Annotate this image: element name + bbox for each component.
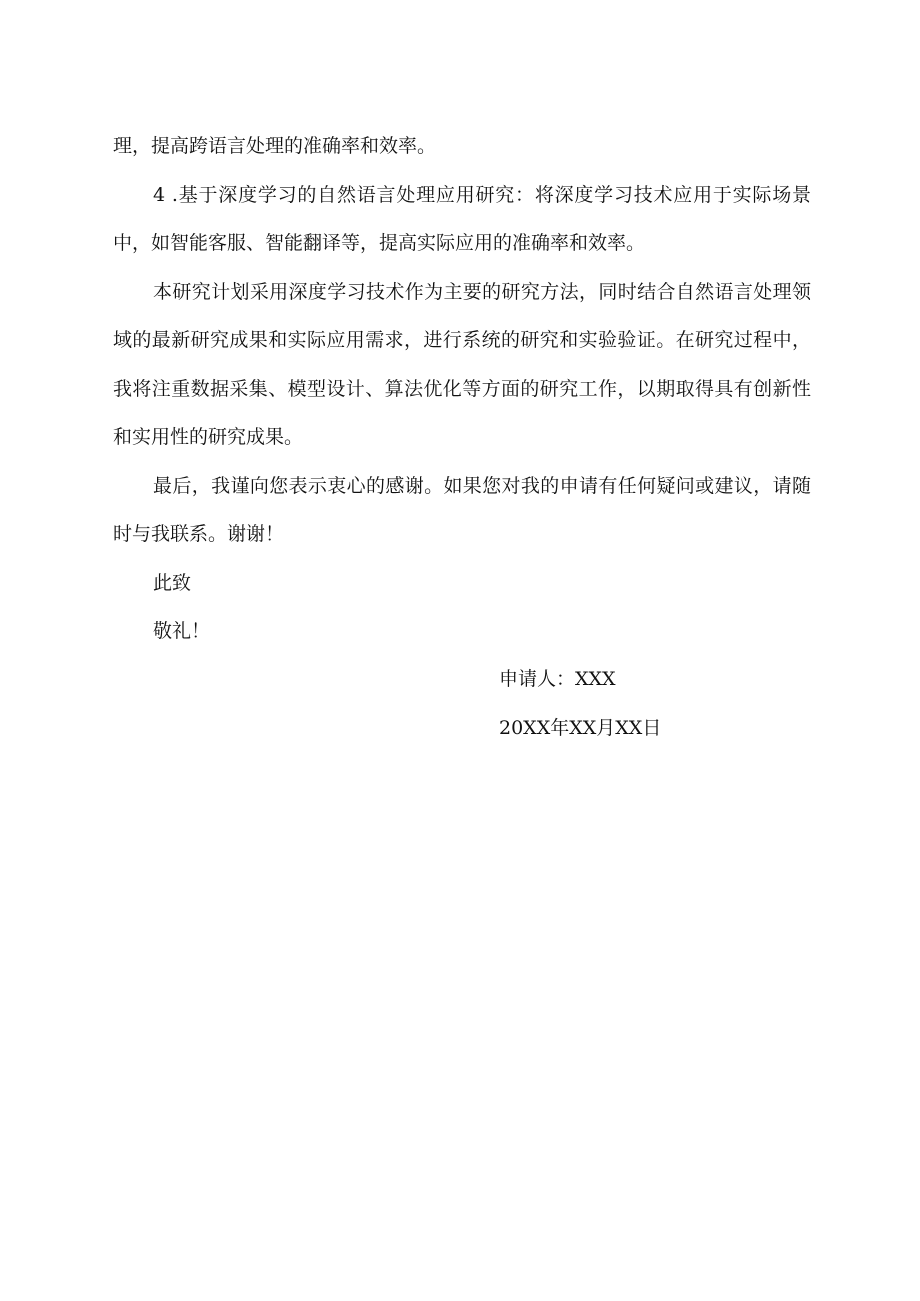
closing-salutation: 此致 (153, 571, 192, 594)
paragraph-continuation: 理，提高跨语言处理的准确率和效率。 (113, 135, 437, 157)
letter-body (113, 122, 811, 656)
closing-regards: 敬礼！ (153, 620, 211, 642)
applicant-name: 申请人：XXX (499, 668, 616, 690)
paragraph-thanks: 最后，我谨向您表示衷心的感谢。如果您对我的申请有任何疑问或建议，请随时与我联系。谢谢！ (113, 474, 811, 545)
paragraph-research-method: 本研究计划采用深度学习技术作为主要的研究方法，同时结合自然语言处理领域的最新研究成果和实际应用需求，进行系统的研究和实验验证。在研究过程中，我将注重数据采集、模型设计、算法优化等方面的研究工作，以期取得具有创新性和实用性的研究成果。 (113, 280, 811, 448)
letter-date: 20XX年XX月XX日 (499, 716, 662, 739)
signature-block (499, 655, 661, 752)
paragraph-item-4: 4 .基于深度学习的自然语言处理应用研究：将深度学习技术应用于实际场景中，如智能客服、智能翻译等，提高实际应用的准确率和效率。 (113, 183, 811, 254)
